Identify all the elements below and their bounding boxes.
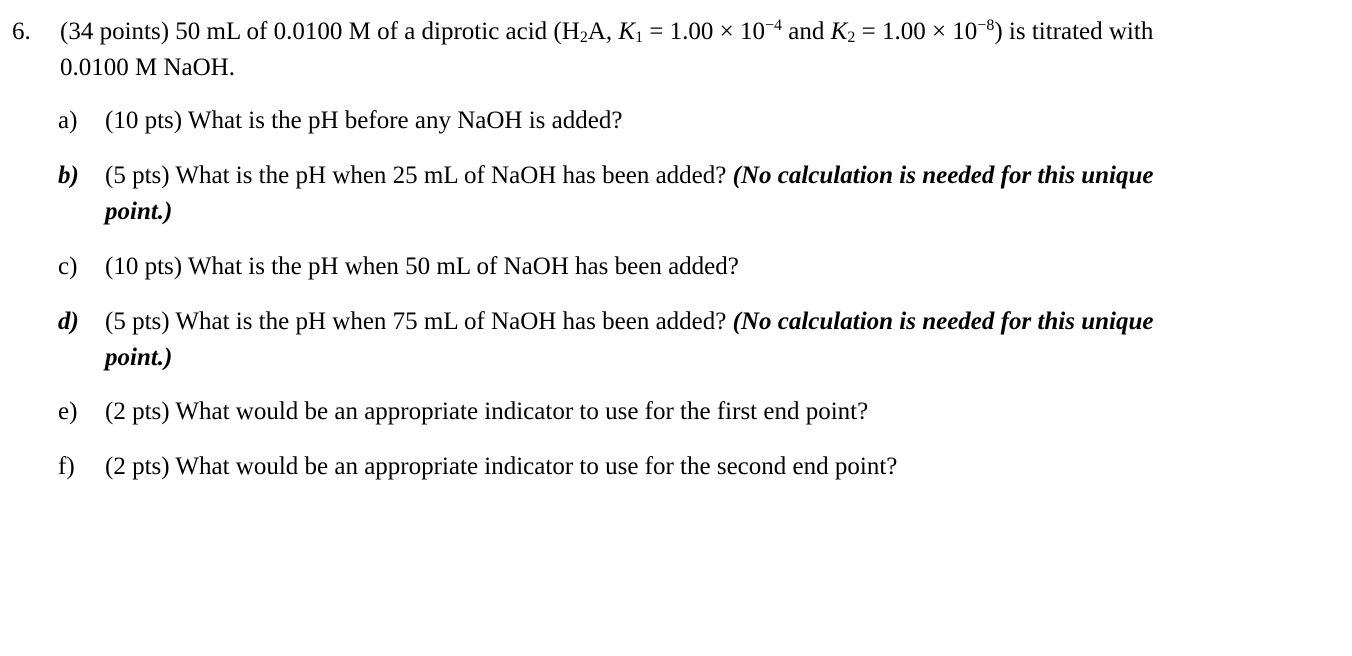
intro-text-b: A, xyxy=(587,18,619,45)
part-d xyxy=(58,304,1338,376)
k2-subscript: 2 xyxy=(847,29,856,46)
part-a-body xyxy=(105,103,1338,139)
part-f xyxy=(58,449,1338,485)
part-f-letter: f) xyxy=(58,453,75,480)
part-c-letter: c) xyxy=(58,253,78,280)
k2-variable: K xyxy=(830,18,848,45)
and-text: and xyxy=(782,18,831,45)
k1-variable: K xyxy=(618,18,636,45)
part-a-text: (10 pts) What is the pH before any NaOH is added? xyxy=(105,107,623,134)
question-line-2 xyxy=(12,50,1332,86)
part-b-note: (No calculation is needed for this unique xyxy=(732,162,1154,189)
k2-exponent: −8 xyxy=(977,17,995,34)
part-f-body xyxy=(105,449,1338,485)
part-e-text: (2 pts) What would be an appropriate indicator to use for the first end point? xyxy=(105,398,869,425)
intro-text-a: (34 points) 50 mL of 0.0100 M of a diprotic acid (H xyxy=(60,18,580,45)
part-d-note: (No calculation is needed for this unique xyxy=(732,308,1154,335)
k1-equation: = 1.00 × 10 xyxy=(643,18,766,45)
question-6 xyxy=(12,14,1332,86)
part-b xyxy=(58,158,1338,230)
question-line-1 xyxy=(12,14,1332,50)
part-b-letter: b) xyxy=(58,162,79,189)
h2-subscript: 2 xyxy=(579,29,588,46)
intro-end: ) is titrated with xyxy=(994,18,1154,45)
part-d-body xyxy=(105,304,1338,376)
question-intro xyxy=(12,18,1153,45)
part-c-body xyxy=(105,249,1338,285)
part-c xyxy=(58,249,1338,285)
part-e-body xyxy=(105,394,1338,430)
part-a xyxy=(58,103,1338,139)
part-c-text: (10 pts) What is the pH when 50 mL of NaOH has been added? xyxy=(105,253,739,280)
k1-exponent: −4 xyxy=(765,17,783,34)
part-f-text: (2 pts) What would be an appropriate indicator to use for the second end point? xyxy=(105,453,898,480)
part-b-text: (5 pts) What is the pH when 25 mL of NaOH has been added? xyxy=(105,162,733,189)
k2-equation: = 1.00 × 10 xyxy=(855,18,978,45)
part-a-letter: a) xyxy=(58,107,78,134)
part-d-text: (5 pts) What is the pH when 75 mL of NaOH has been added? xyxy=(105,308,733,335)
question-number: 6. xyxy=(12,18,31,45)
question-line-2-text: 0.0100 M NaOH. xyxy=(60,54,235,81)
part-d-note-end: point.) xyxy=(105,344,173,371)
part-e-letter: e) xyxy=(58,398,78,425)
part-d-letter: d) xyxy=(58,308,79,335)
part-e xyxy=(58,394,1338,430)
k1-subscript: 1 xyxy=(635,29,644,46)
part-b-body xyxy=(105,158,1338,230)
part-b-note-end: point.) xyxy=(105,198,173,225)
